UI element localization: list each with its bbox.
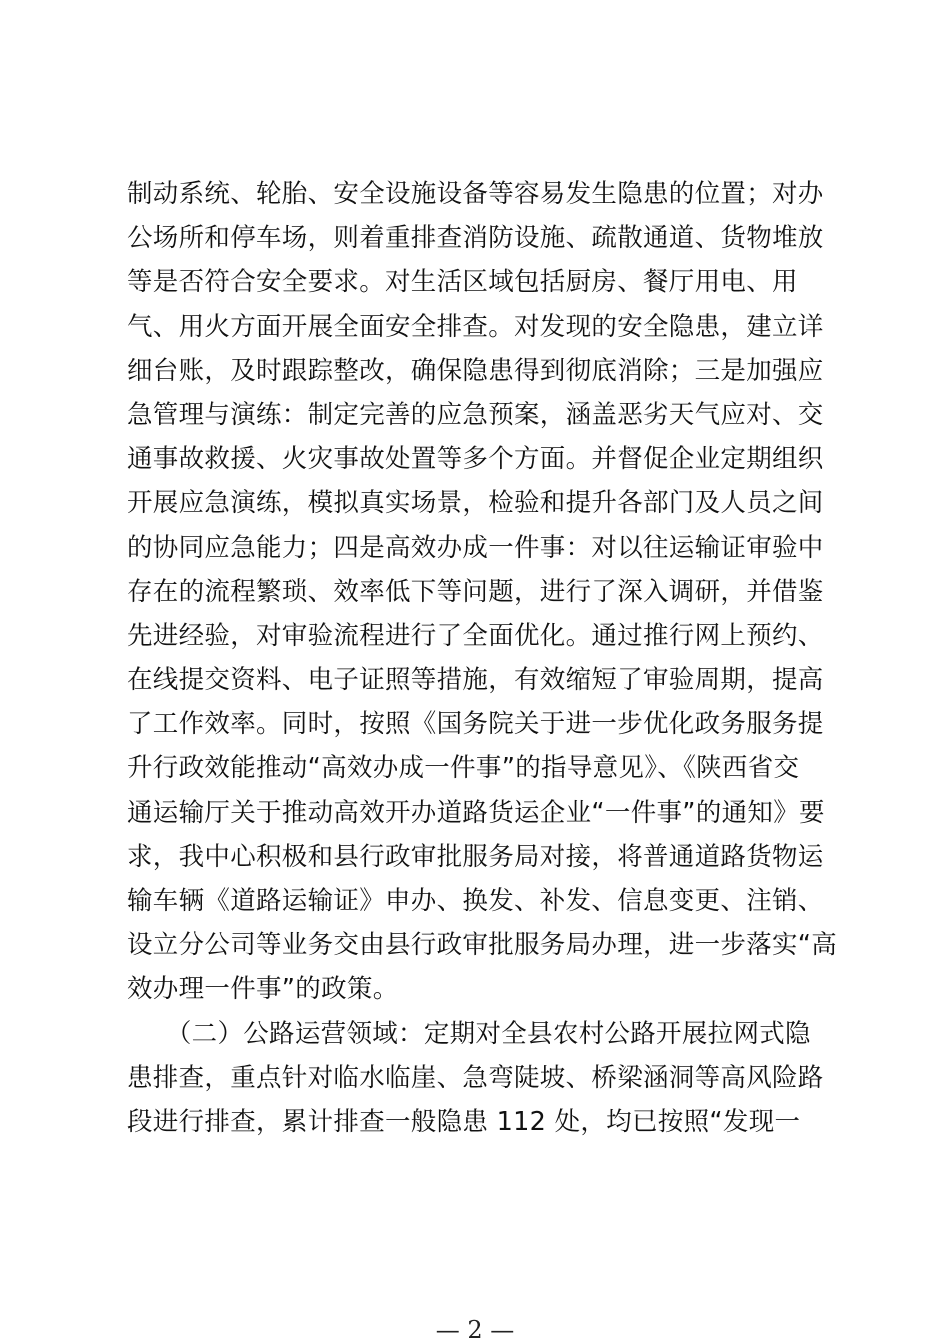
section-heading-line: （二）公路运营领域：定期对全县农村公路开展拉网式隐 xyxy=(127,1018,811,1049)
text-line: 效办理一件事”的政策。 xyxy=(127,974,399,1005)
text-line: 通事故救援、火灾事故处置等多个方面。并督促企业定期组织 xyxy=(127,444,824,475)
text-line: 了工作效率。同时，按照《国务院关于进一步优化政务服务提 xyxy=(127,709,824,740)
text-line: 细台账，及时跟踪整改，确保隐患得到彻底消除；三是加强应 xyxy=(127,355,824,386)
text-line: 患排查，重点针对临水临崖、急弯陡坡、桥梁涵洞等高风险路 xyxy=(127,1062,824,1093)
text-line: 存在的流程繁琐、效率低下等问题，进行了深入调研，并借鉴 xyxy=(127,576,824,607)
text-line: 制动系统、轮胎、安全设施设备等容易发生隐患的位置；对办 xyxy=(127,179,824,209)
text-line: 等是否符合安全要求。对生活区域包括厨房、餐厅用电、用 xyxy=(127,267,798,298)
text-line: 开展应急演练，模拟真实场景，检验和提升各部门及人员之间 xyxy=(127,488,824,519)
text-line: 先进经验，对审验流程进行了全面优化。通过推行网上预约、 xyxy=(127,620,824,651)
text-line: 段进行排查，累计排查一般隐患 112 处，均已按照“发现一 xyxy=(127,1106,801,1137)
text-line: 通运输厅关于推动高效开办道路货运企业“一件事”的通知》要 xyxy=(127,797,825,828)
text-line: 求，我中心积极和县行政审批服务局对接，将普通道路货物运 xyxy=(127,841,824,872)
text-line: 气、用火方面开展全面安全排查。对发现的安全隐患，建立详 xyxy=(127,311,824,342)
text-line: 公场所和停车场，则着重排查消防设施、疏散通道、货物堆放 xyxy=(127,223,824,254)
text-line: 的协同应急能力；四是高效办成一件事：对以往运输证审验中 xyxy=(127,532,824,563)
text-line: 升行政效能推动“高效办成一件事”的指导意见》、《陕西省交 xyxy=(127,753,800,784)
page-number: — 2 — xyxy=(435,1316,515,1344)
text-line: 设立分公司等业务交由县行政审批服务局办理，进一步落实“高 xyxy=(127,930,838,961)
text-line: 在线提交资料、电子证照等措施，有效缩短了审验周期，提高 xyxy=(127,665,824,696)
text-line: 输车辆《道路运输证》申办、换发、补发、信息变更、注销、 xyxy=(127,886,824,916)
text-line: 急管理与演练：制定完善的应急预案，涵盖恶劣天气应对、交 xyxy=(127,399,824,430)
body-text xyxy=(127,172,837,1144)
